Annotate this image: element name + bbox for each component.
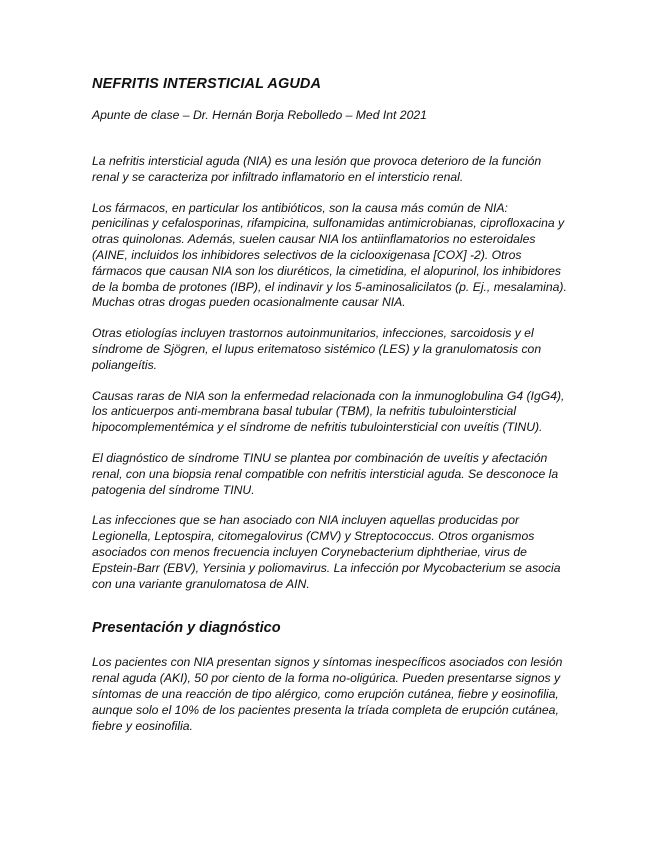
paragraph-other-etiologies: Otras etiologías incluyen trastornos autoinmunitarios, infecciones, sarcoidosis y el síndrome de Sjögren, el lupus eritematoso sistémico (LES) y la granulomatosis con poliangeítis.	[92, 326, 542, 372]
paragraph-presentation: Los pacientes con NIA presentan signos y síntomas inespecíficos asociados con lesión renal aguda (AKI), 50 por ciento de la forma no-oligúrica. Pueden presentarse signos y síntomas de una reacción de tipo alérgico, como erupción cutánea, fiebre y eosinofilia, aunque solo el 10% de los pacientes presenta la tríada completa de erupción cutánea, fiebre y eosinofilia.	[92, 655, 563, 733]
document-page	[92, 76, 567, 749]
section-heading: Presentación y diagnóstico	[92, 620, 281, 637]
document-title: NEFRITIS INTERSTICIAL AGUDA	[92, 76, 322, 92]
paragraph-definition: La nefritis intersticial aguda (NIA) es una lesión que provoca deterioro de la función renal y se caracteriza por infiltrado inflamatorio en el intersticio renal.	[92, 154, 542, 184]
paragraph-rare-causes: Causas raras de NIA son la enfermedad relacionada con la inmunoglobulina G4 (IgG4), los anticuerpos anti-membrana basal tubular (TBM), la nefritis tubulointersticial hipocomplementémica y el síndrome de nefritis tubulointersticial con uveítis (TINU).	[92, 388, 565, 435]
document-subtitle: Apunte de clase – Dr. Hernán Borja Rebolledo – Med Int 2021	[92, 108, 427, 122]
paragraph-infections: Las infecciones que se han asociado con NIA incluyen aquellas producidas por Legionella, Leptospira, citomegalovirus (CMV) y Streptococcus. Otros organismos asociados con menos frecuencia incluyen Corynebacterium diphtheriae, virus de Epstein-Barr (EBV), Yersinia y poliomavirus. La infección por Mycobacterium se asocia con una variante granulomatosa de AIN.	[92, 513, 561, 591]
paragraph-drug-causes: Los fármacos, en particular los antibióticos, son la causa más común de NIA: penicilinas y cefalosporinas, rifampicina, sulfonamidas antimicrobianas, ciprofloxacina y otras quinolonas. Además, suelen causar NIA los antiinflamatorios no esteroidales (AINE, incluidos los inhibidores selectivos de la ciclooxigenasa [COX] -2). Otros fármacos que causan NIA son los diuréticos, la cimetidina, el alopurinol, los inhibidores de la bomba de protones (IBP), el indinavir y los 5-aminosalicilatos (p. Ej., mesalamina). Muchas otras drogas pueden ocasionalmente causar NIA.	[92, 200, 567, 310]
paragraph-tinu-diagnosis: El diagnóstico de síndrome TINU se plantea por combinación de uveítis y afectación renal, con una biopsia renal compatible con nefritis intersticial aguda. Se desconoce la patogenia del síndrome TINU.	[92, 450, 559, 497]
